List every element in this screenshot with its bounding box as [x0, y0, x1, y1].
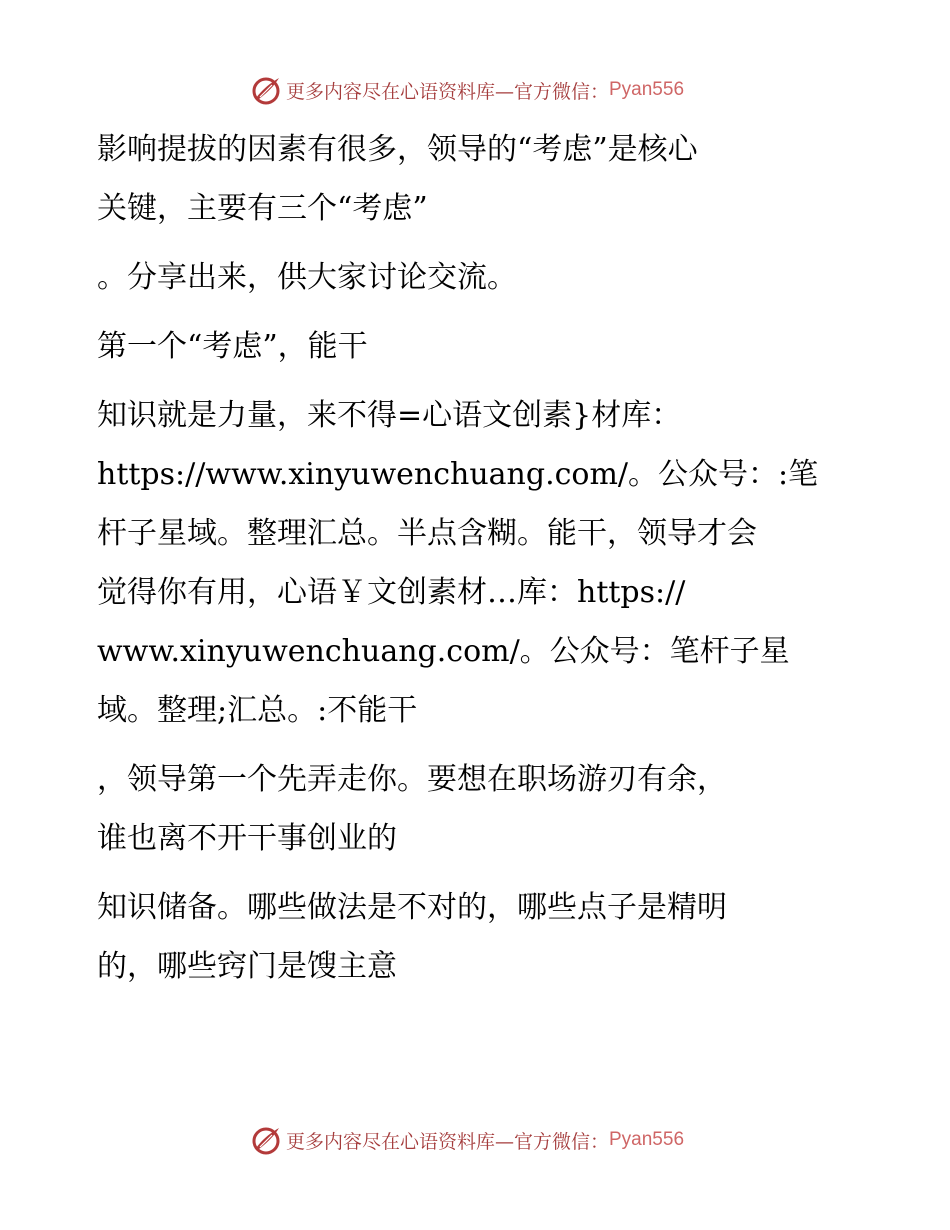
paragraph	[97, 386, 857, 740]
paragraph	[97, 248, 857, 307]
paragraph	[97, 120, 857, 238]
footer-banner-brand: Pyan556	[609, 1129, 685, 1150]
header-banner-brand: Pyan556	[609, 79, 685, 100]
paragraph-line: https://www.xinyuwenchuang.com/。公众号：:笔	[97, 457, 819, 492]
document-body	[97, 120, 857, 1006]
header-banner-inner	[250, 74, 684, 106]
header-banner-text: 更多内容尽在心语资料库—官方微信：	[285, 80, 609, 103]
paragraph	[97, 878, 857, 996]
paragraph-line: 关键，主要有三个“考虑”	[97, 191, 428, 226]
footer-banner-text: 更多内容尽在心语资料库—官方微信：	[285, 1130, 609, 1153]
paragraph-line: 影响提拔的因素有很多，领导的“考虑”是核心	[97, 132, 698, 167]
paragraph-line: 觉得你有用，心语￥文创素材…库：https://	[97, 575, 686, 610]
paragraph-line: 杆子星域。整理汇总。半点含糊。能干，领导才会	[97, 516, 757, 551]
paragraph-line: ，领导第一个先弄走你。要想在职场游刃有余，	[97, 762, 727, 797]
paragraph-line: 知识储备。哪些做法是不对的，哪些点子是精明	[97, 890, 727, 925]
quill-pen-circle-icon	[250, 1124, 282, 1156]
paragraph	[97, 317, 857, 376]
paragraph-line: 域。整理;汇总。:不能干	[97, 693, 418, 728]
paragraph-line: 谁也离不开干事创业的	[97, 821, 397, 856]
paragraph-line: 知识就是力量，来不得=心语文创素}材库：	[97, 398, 682, 433]
footer-banner	[0, 1120, 950, 1160]
paragraph	[97, 750, 857, 868]
header-banner	[0, 70, 950, 110]
paragraph-line: 第一个“考虑”，能干	[97, 329, 368, 364]
paragraph-line: 的，哪些窍门是馊主意	[97, 949, 397, 984]
paragraph-line: 。分享出来，供大家讨论交流。	[97, 260, 517, 295]
quill-pen-circle-icon	[250, 74, 282, 106]
paragraph-line: www.xinyuwenchuang.com/。公众号：笔杆子星	[97, 634, 790, 669]
footer-banner-inner	[250, 1124, 684, 1156]
